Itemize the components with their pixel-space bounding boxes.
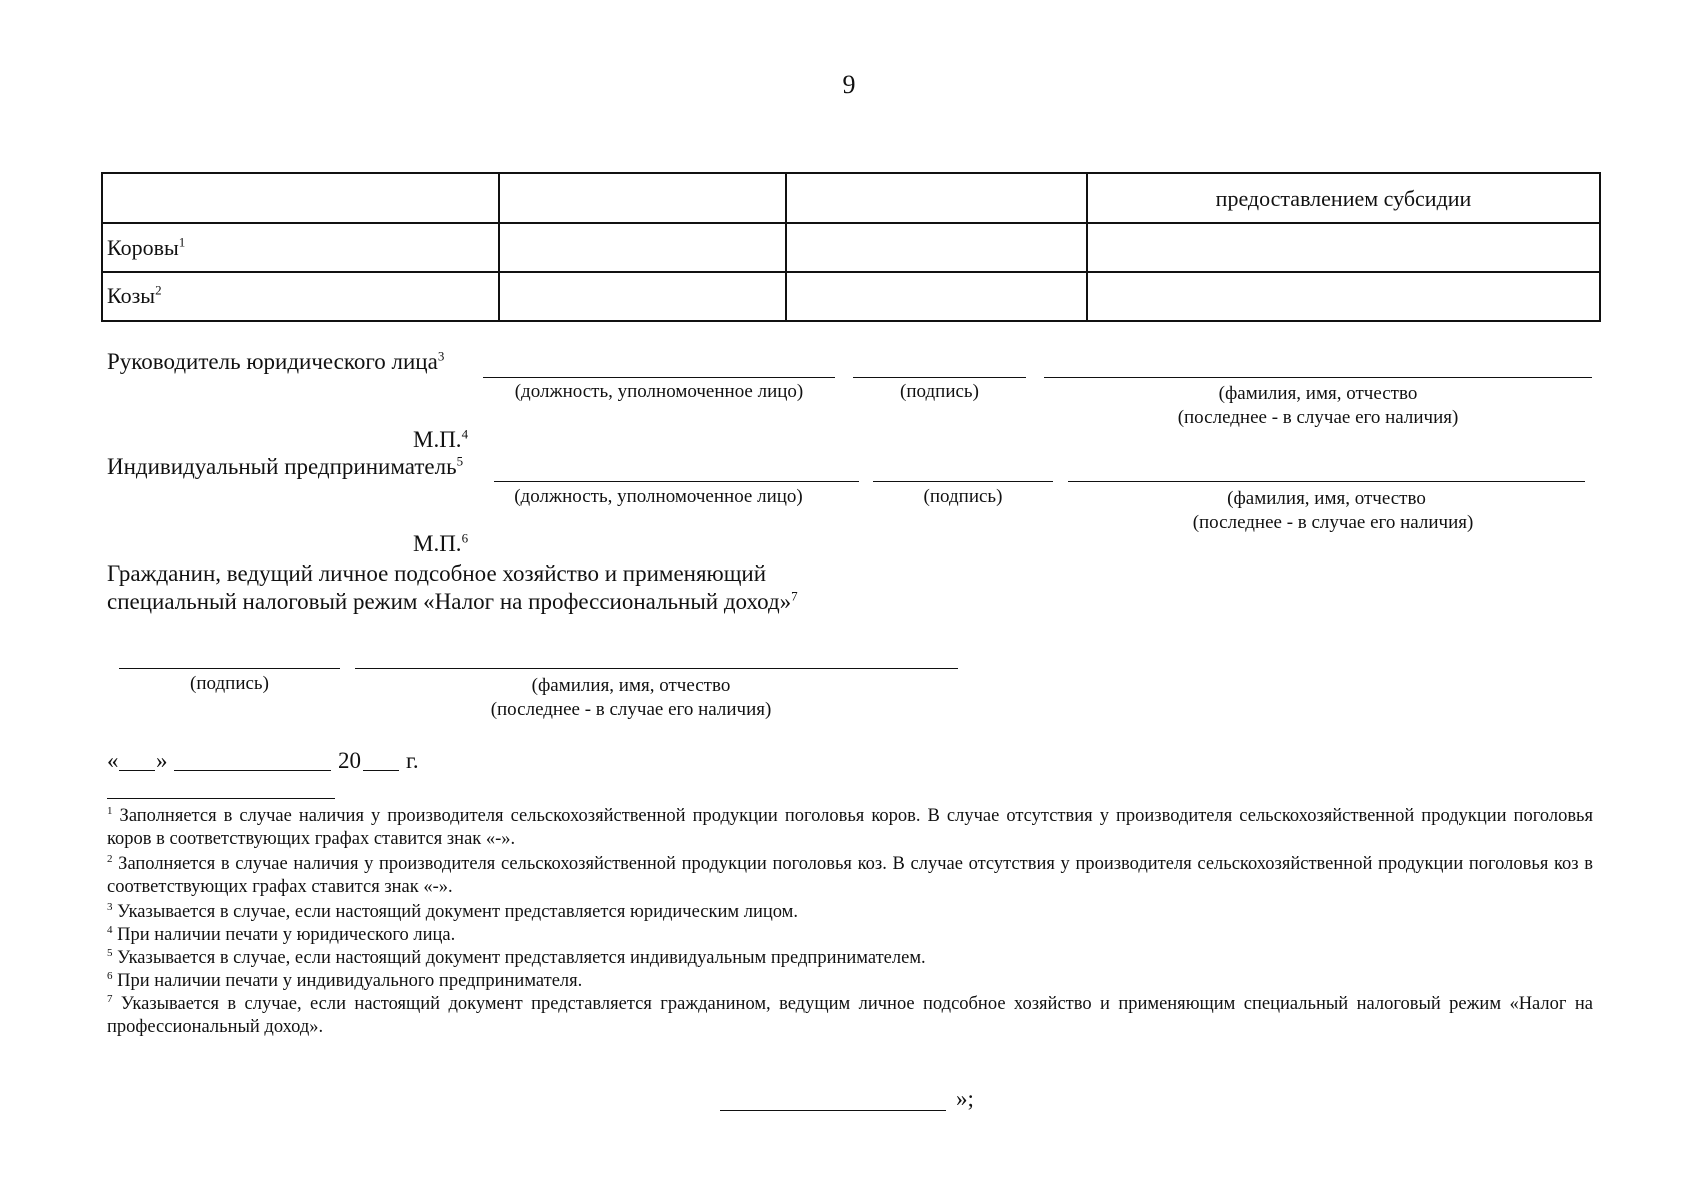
table-row-label: Козы$^2$ [107,282,162,308]
signature-caption: (подпись) [923,486,1003,507]
date-month-line [174,770,331,771]
date-close-quote: » [156,748,168,773]
signature-caption: (подпись) [900,381,979,402]
position-line [494,481,859,482]
name-line [1044,377,1592,378]
name-caption: (фамилия, имя, отчество [531,675,731,696]
table-border-right [1599,172,1601,322]
table-header-cell: предоставлением субсидии [1215,186,1472,211]
footnote: $^7$ Указывается в случае, если настоящий документ представляется гражданином, ведущим личное подсобное хозяйство и применяющим специальный налоговый режим «Налог на профессиональный доход». [107,992,1594,1037]
table-row-divider [101,222,1601,224]
signature-caption: (подпись) [190,673,269,694]
footnote: $^3$ Указывается в случае, если настоящий документ представляется юридическим лицом. [107,900,798,922]
date-day-line [119,770,155,771]
date-year-prefix: 20 [338,748,361,773]
name-caption-note: (последнее - в случае его наличия) [1177,407,1459,428]
footnote: $^6$ При наличии печати у индивидуального предпринимателя. [107,969,583,991]
entrepreneur-label: Индивидуальный предприниматель$^5$ [107,453,464,479]
position-line [483,377,835,378]
name-caption: (фамилия, имя, отчество [1227,488,1426,509]
table-border-bottom [101,320,1601,322]
date-open-quote: « [107,748,119,773]
table-row-divider [101,271,1601,273]
stamp-placeholder: М.П.$^6$ [413,530,469,556]
table-column-divider [498,172,500,322]
date-year-suffix: г. [406,748,419,773]
footnote-separator [107,798,335,799]
name-line [1068,481,1585,482]
table-row-label: Коровы$^1$ [107,234,186,260]
position-caption: (должность, уполномоченное лицо) [514,381,804,402]
closing-mark: »; [956,1086,974,1111]
citizen-label-line1: Гражданин, ведущий личное подсобное хозяйство и применяющий [107,561,767,586]
signature-line [119,668,340,669]
position-caption: (должность, уполномоченное лицо) [514,486,803,507]
name-caption-note: (последнее - в случае его наличия) [1192,512,1474,533]
stamp-placeholder: М.П.$^4$ [413,426,469,452]
closing-line [720,1110,946,1111]
signature-line [873,481,1053,482]
name-caption-note: (последнее - в случае его наличия) [490,699,772,720]
footnote: $^2$ Заполняется в случае наличия у производителя сельскохозяйственной продукции поголовья коз. В случае отсутствия у производителя сельскохозяйственной продукции поголовья коз в соответствующих графах ставится знак «-». [107,852,1594,897]
name-line [355,668,958,669]
footnote: $^4$ При наличии печати у юридического лица. [107,923,456,945]
legal-entity-label: Руководитель юридического лица$^3$ [107,348,445,374]
table-border-left [101,172,103,322]
livestock-table [101,172,1601,322]
table-border-top [101,172,1601,174]
page-number: 9 [842,70,856,99]
footnote: $^1$ Заполняется в случае наличия у производителя сельскохозяйственной продукции поголовья коров. В случае отсутствия у производителя сельскохозяйственной продукции поголовья коров в соответствующих графах ставится знак «-». [107,804,1593,849]
footnote: $^5$ Указывается в случае, если настоящий документ представляется индивидуальным предпринимателем. [107,946,926,968]
date-year-line [363,770,399,771]
name-caption: (фамилия, имя, отчество [1218,383,1418,404]
citizen-label-line2: специальный налоговый режим «Налог на профессиональный доход»$^7$ [107,588,798,614]
table-column-divider [785,172,787,322]
signature-line [853,377,1026,378]
